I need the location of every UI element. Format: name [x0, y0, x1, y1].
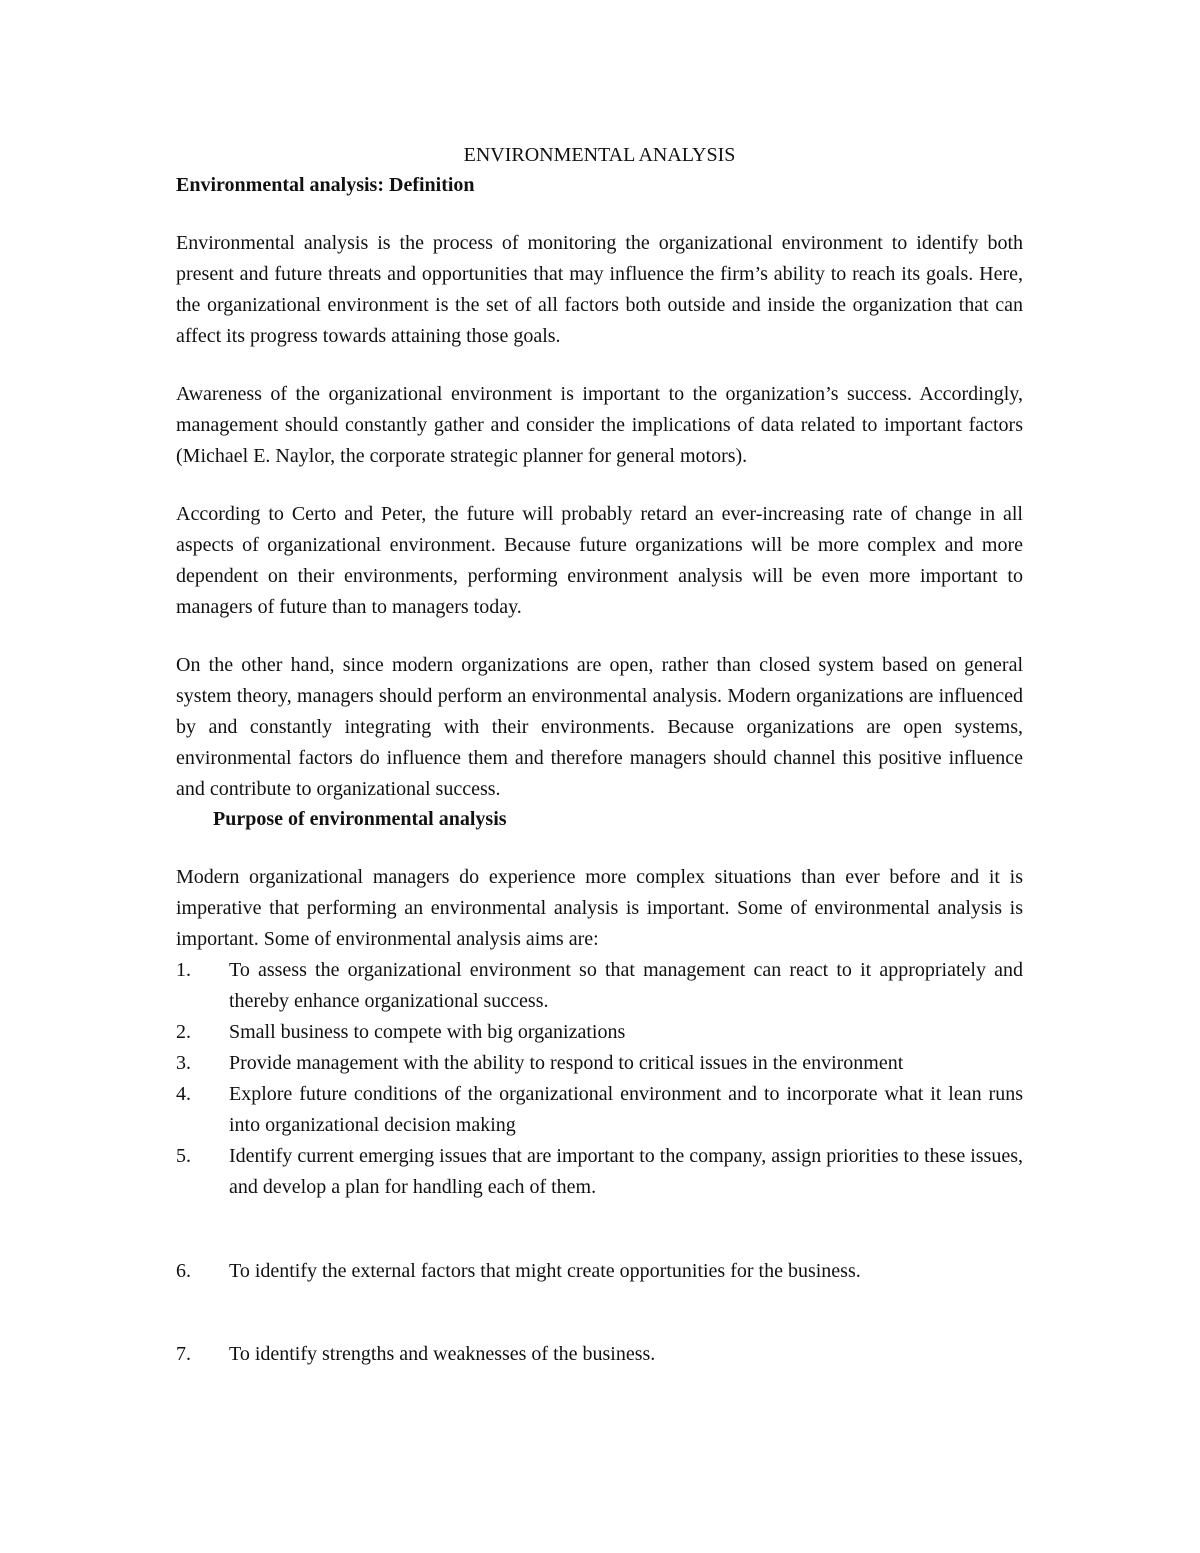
- list-number: 6.: [176, 1260, 191, 1282]
- list-item: [176, 1048, 1023, 1079]
- spacer: [176, 472, 1023, 499]
- paragraph-open-systems: On the other hand, since modern organizations are open, rather than closed system based on general system theory, managers should perform an environmental analysis. Modern organizations are influenced by and constantly integrating with their environments. Because organizations are open systems, environmental factors do influence them and therefore managers should channel this positive influence and contribute to organizational success.: [176, 654, 1023, 800]
- purpose-intro: Modern organizational managers do experience more complex situations than ever before and it is imperative that performing an environmental analysis is important. Some of environmental analysis is important. Some of environmental analysis aims are:: [176, 866, 1023, 950]
- list-text: Explore future conditions of the organizational environment and to incorporate what it lean runs into organizational decision making: [229, 1083, 1023, 1136]
- list-text: To identify the external factors that might create opportunities for the business.: [229, 1260, 861, 1282]
- list-number: 1.: [176, 959, 191, 981]
- list-item: [176, 1017, 1023, 1048]
- purpose-heading: Purpose of environmental analysis: [213, 808, 507, 830]
- spacer: [176, 833, 1023, 862]
- list-text: To assess the organizational environment so that management can react to it appropriately and thereby enhance organizational success.: [229, 959, 1023, 1012]
- list-item: [176, 1141, 1023, 1203]
- list-number: 4.: [176, 1083, 191, 1105]
- document-page: [176, 140, 1023, 1370]
- list-text: To identify strengths and weaknesses of the business.: [229, 1343, 656, 1365]
- list-item: [176, 1256, 1023, 1287]
- document-title: ENVIRONMENTAL ANALYSIS: [463, 144, 736, 166]
- paragraph-definition: Environmental analysis is the process of monitoring the organizational environment to identify both present and future threats and opportunities that may influence the firm’s ability to reach its goals. Here, the organizational environment is the set of all factors both outside and inside the organization that can affect its progress towards attaining those goals.: [176, 232, 1023, 347]
- spacer: [176, 199, 1023, 228]
- list-number: 3.: [176, 1052, 191, 1074]
- list-text: Identify current emerging issues that are important to the company, assign priorities to these issues, and develop a plan for handling each of them.: [229, 1145, 1023, 1198]
- spacer: [176, 623, 1023, 650]
- spacer: [176, 1203, 1023, 1256]
- paragraph-awareness: Awareness of the organizational environment is important to the organization’s success. Accordingly, management should constantly gather and consider the implications of data related to important factors (Michael E. Naylor, the corporate strategic planner for general motors).: [176, 383, 1023, 467]
- list-item: [176, 1079, 1023, 1141]
- list-item: [176, 955, 1023, 1017]
- list-text: Small business to compete with big organizations: [229, 1021, 626, 1043]
- list-number: 2.: [176, 1021, 191, 1043]
- spacer: [176, 352, 1023, 379]
- list-item: [176, 1339, 1023, 1370]
- list-text: Provide management with the ability to respond to critical issues in the environment: [229, 1052, 904, 1074]
- list-number: 5.: [176, 1145, 191, 1167]
- list-number: 7.: [176, 1343, 191, 1365]
- aims-list: [176, 955, 1023, 1370]
- definition-heading: Environmental analysis: Definition: [176, 174, 475, 196]
- spacer: [176, 1287, 1023, 1339]
- paragraph-certo-peter: According to Certo and Peter, the future will probably retard an ever-increasing rate of change in all aspects of organizational environment. Because future organizations will be more complex and more dependent on their environments, performing environment analysis will be even more important to managers of future than to managers today.: [176, 503, 1023, 618]
